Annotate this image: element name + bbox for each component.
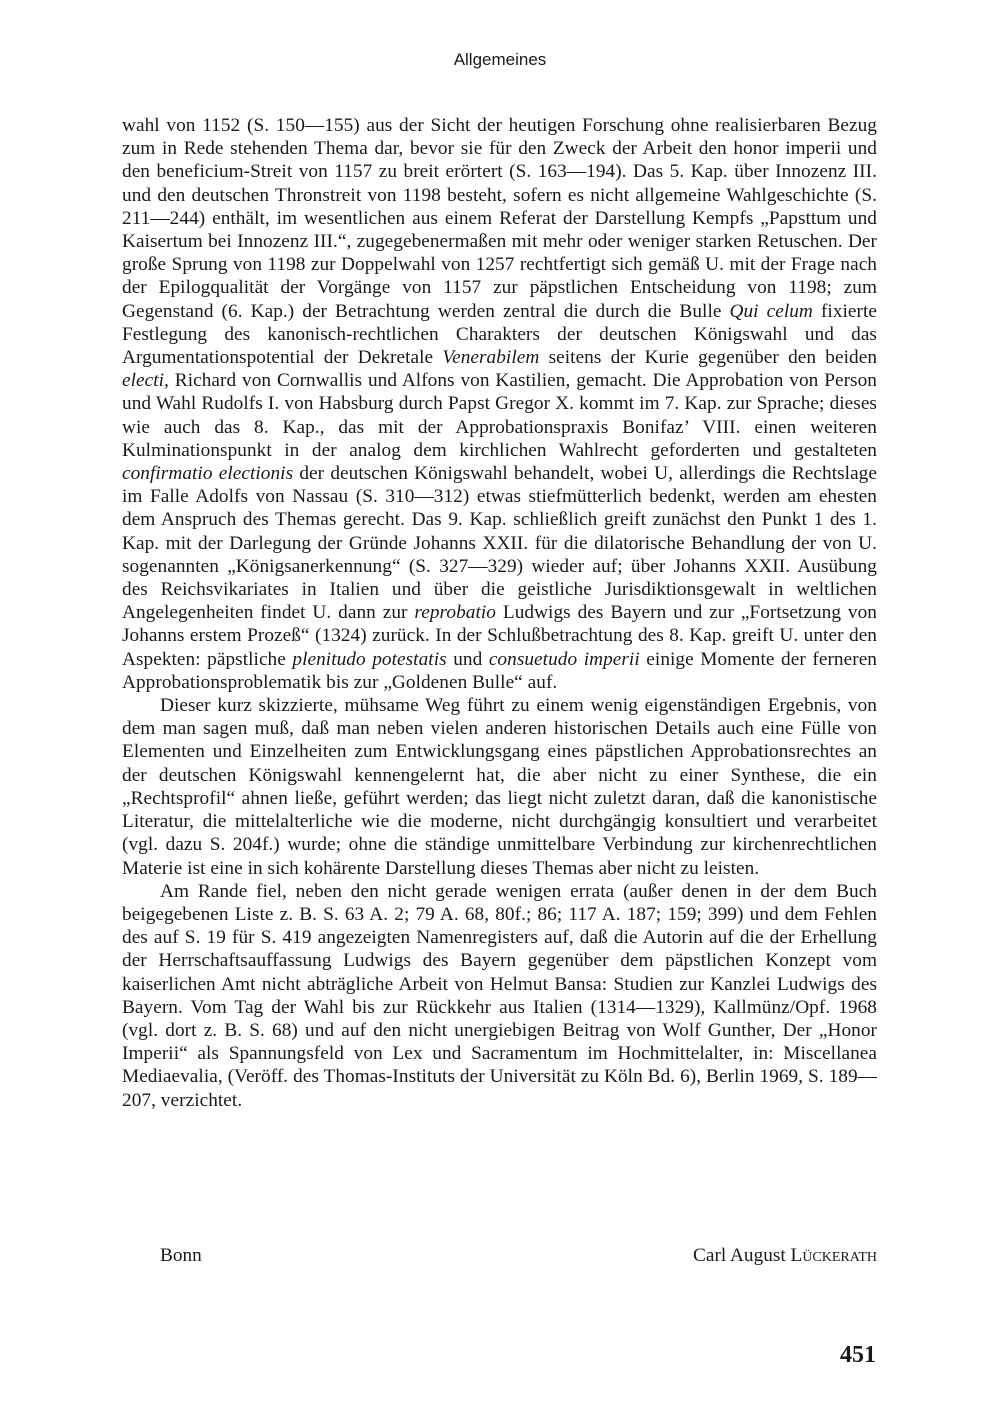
text-run: Richard von Cornwallis und Alfons von Kastilien, gemacht. Die Approbation von Person und Wahl Rudolfs I. von Habsburg durch Papst Gregor X. kommt im 7. Kap. zur Sprache; dieses wie auch das 8. Kap., das mit der Approbationspraxis Bonifaz’ VIII. einen weiteren Kulminationspunkt in der analog dem kirchlichen Wahlrecht geforderten und gestalteten bbox=[122, 370, 877, 461]
text-run: wahl von 1152 (S. 150—155) aus der Sicht der heutigen Forschung ohne realisierbaren Bezug zum in Rede stehenden Thema dar, bevor sie für den Zweck der Arbeit den honor imperii und den beneficium-Streit von 1157 zu breit erörtert (S. 163—194). Das 5. Kap. über Innozenz III. und den deutschen Thronstreit von 1198 besteht, sofern es nicht allgemeine Wahlgeschichte (S. 211—244) enthält, im wesentlichen aus einem Referat der Darstellung Kempfs „Papsttum und Kaisertum bei Innozenz III.“, zugegebenermaßen mit mehr oder weniger starken Retuschen. Der große Sprung von 1198 zur Doppelwahl von 1257 rechtfertigt sich gemäß U. mit der Frage nach der Epilogqualität der Vorgänge von 1157 zur päpstlichen Entscheidung von 1198; zum Gegenstand (6. Kap.) der Betrachtung werden zentral die durch die Bulle bbox=[122, 115, 877, 322]
paragraph bbox=[122, 114, 877, 694]
italic-term: consuetudo imperii bbox=[488, 648, 640, 670]
italic-term: reprobatio bbox=[414, 602, 496, 624]
italic-term: Qui celum bbox=[729, 300, 813, 322]
italic-term: electi, bbox=[122, 370, 169, 392]
paragraph bbox=[122, 694, 877, 880]
text-run: einige Momente der ferneren Approbationsproblematik bis zur „Goldenen Bulle“ auf. bbox=[122, 648, 877, 693]
text-run: seitens der Kurie gegenüber den beiden bbox=[539, 347, 878, 369]
text-run: fixierte Festlegung des kanonisch-rechtlichen Charakters der deutschen Königswahl und das Argumentationspotential der Dekretale bbox=[122, 300, 878, 369]
text-run: Dieser kurz skizzierte, mühsame Weg führt zu einem wenig eigenständigen Ergebnis, von dem man sagen muß, daß man neben vielen anderen historischen Details auch eine Fülle von Elementen und Einzelheiten zum Entwicklungsgang eines päpstlichen Approbationsrechtes an der deutschen Königswahl kennengelernt hat, die aber nicht zu einer Synthese, die ein „Rechtsprofil“ ahnen ließe, geführt werden; das liegt nicht zuletzt daran, daß die kanonistische Literatur, die mittelalterliche wie die moderne, nicht durchgängig konsultiert und verarbeitet (vgl. dazu S. 204f.) wurde; ohne die ständige unmittelbare Verbindung zur kirchenrechtlichen Materie ist eine in sich kohärente Darstellung dieses Themas aber nicht zu leisten. bbox=[122, 695, 877, 879]
author-last-name: Lückerath bbox=[790, 1245, 877, 1266]
paragraph bbox=[122, 880, 877, 1112]
italic-term: confirmatio electionis bbox=[122, 463, 294, 485]
page-number: 451 bbox=[840, 1342, 876, 1368]
text-run: der deutschen Königswahl behandelt, wobei U, allerdings die Rechtslage im Falle Adolfs von Nassau (S. 310—312) etwas stiefmütterlich bedenkt, werden am ehesten dem Anspruch des Themas gerecht. Das 9. Kap. schließlich greift zunächst den Punkt 1 des 1. Kap. mit der Darlegung der Gründe Johanns XXII. für die dilatorische Behandlung der von U. sogenannten „Königsanerkennung“ (S. 327—329) wieder auf; über Johanns XXII. Ausübung des Reichsvikariates in Italien und über die geistliche Jurisdiktionsgewalt in weltlichen Angelegenheiten findet U. dann zur bbox=[122, 463, 877, 624]
review-body bbox=[122, 114, 877, 1112]
signoff-place: Bonn bbox=[160, 1245, 202, 1266]
italic-term: plenitudo potestatis bbox=[292, 648, 447, 670]
text-run: und bbox=[446, 648, 489, 670]
text-run: Ludwigs des Bayern und zur „Fortsetzung von Johanns erstem Prozeß“ (1324) zurück. In der Schlußbetrachtung des 8. Kap. greift U. unter den Aspekten: päpstliche bbox=[122, 602, 877, 670]
running-head: Allgemeines bbox=[453, 50, 547, 69]
signoff-author bbox=[693, 1244, 877, 1267]
italic-term: Venerabilem bbox=[442, 347, 540, 369]
author-first-name: Carl August bbox=[693, 1245, 786, 1266]
text-run: Am Rande fiel, neben den nicht gerade wenigen errata (außer denen in der dem Buch beigegebenen Liste z. B. S. 63 A. 2; 79 A. 68, 80f.; 86; 117 A. 187; 159; 399) und dem Fehlen des auf S. 19 für S. 419 angezeigten Namenregisters auf, daß die Autorin auf die der Erhellung der Herrschaftsauffassung Ludwigs des Bayern gegenüber dem päpstlichen Konzept vom kaiserlichen Amt nicht abträgliche Arbeit von Helmut Bansa: Studien zur Kanzlei Ludwigs des Bayern. Vom Tag der Wahl bis zur Rückkehr aus Italien (1314—1329), Kallmünz/Opf. 1968 (vgl. dort z. B. S. 68) und auf den nicht unergiebigen Beitrag von Wolf Gunther, Der „Honor Imperii“ als Spannungsfeld von Lex und Sacramentum im Hochmittelalter, in: Miscellanea Mediaevalia, (Veröff. des Thomas-Instituts der Universität zu Köln Bd. 6), Berlin 1969, S. 189—207, verzichtet. bbox=[122, 880, 877, 1111]
